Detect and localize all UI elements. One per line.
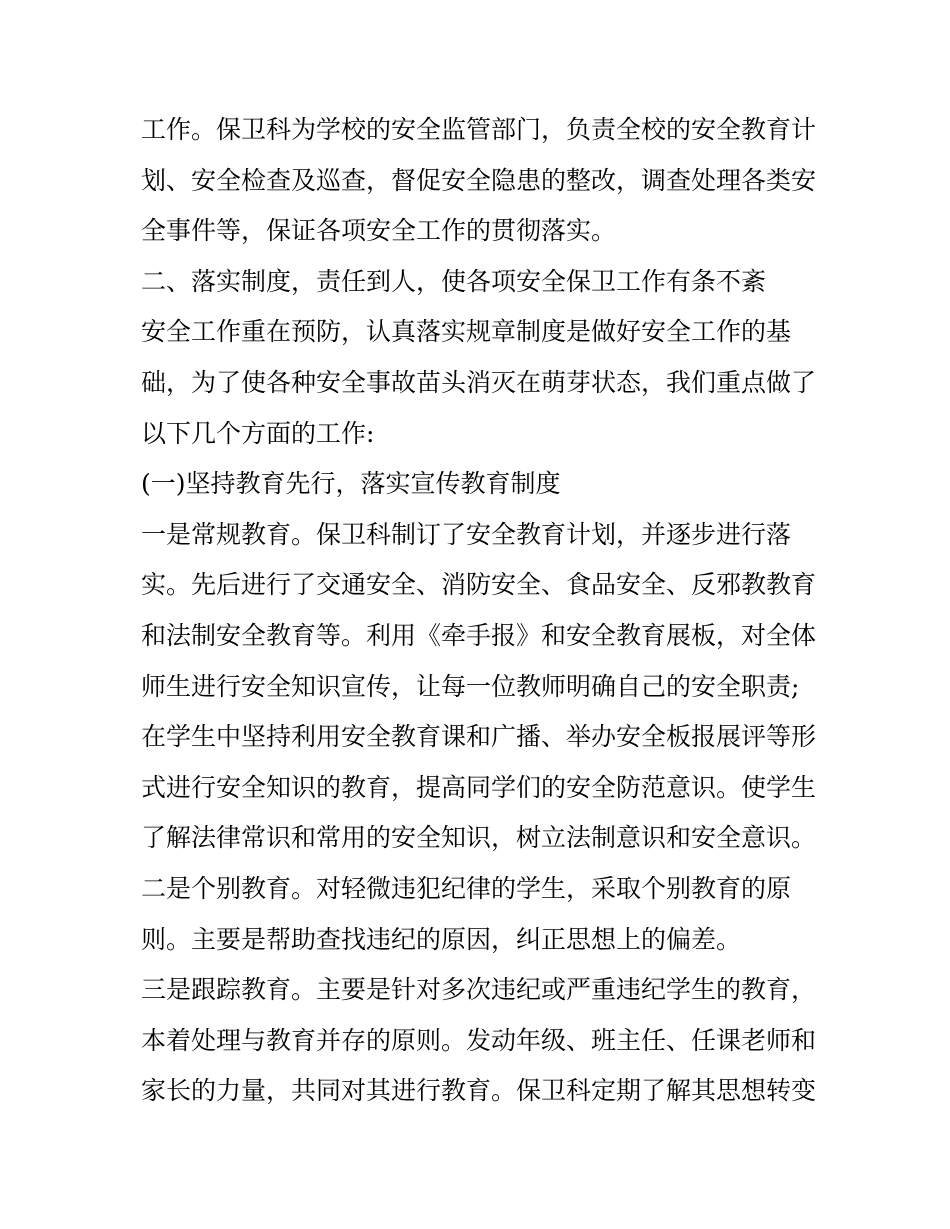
text-line: 家长的力量，共同对其进行教育。保卫科定期了解其思想转变: [141, 1076, 817, 1106]
text-line: 工作。保卫科为学校的安全监管部门，负责全校的安全教育计: [141, 115, 817, 144]
subsection-heading: (一)坚持教育先行，落实宣传教育制度: [141, 469, 561, 499]
text-line: 划、安全检查及巡查，督促安全隐患的整改，调查处理各类安: [141, 165, 817, 195]
text-line: 二是个别教育。对轻微违犯纪律的学生，采取个别教育的原: [141, 873, 792, 903]
text-line: 安全工作重在预防，认真落实规章制度是做好安全工作的基: [141, 317, 792, 347]
text-line: 础，为了使各种安全事故苗头消灭在萌芽状态，我们重点做了: [141, 367, 817, 397]
text-line: 师生进行安全知识宣传，让每一位教师明确自己的安全职责;: [141, 671, 800, 701]
text-line: 本着处理与教育并存的原则。发动年级、班主任、任课老师和: [141, 1025, 817, 1055]
text-line: 在学生中坚持利用安全教育课和广播、举办安全板报展评等形: [141, 722, 817, 752]
body-text: [141, 105, 817, 1117]
text-line: 和法制安全教育等。利用《牵手报》和安全教育展板，对全体: [141, 620, 817, 650]
text-line: 式进行安全知识的教育，提高同学们的安全防范意识。使学生: [141, 772, 817, 802]
text-line: 则。主要是帮助查找违纪的原因，纠正思想上的偏差。: [141, 924, 742, 954]
text-line: 全事件等，保证各项安全工作的贯彻落实。: [141, 216, 617, 246]
text-line: 三是跟踪教育。主要是针对多次违纪或严重违纪学生的教育，: [141, 975, 817, 1005]
section-heading: 二、落实制度，责任到人，使各项安全保卫工作有条不紊: [141, 266, 767, 296]
text-line: 一是常规教育。保卫科制订了安全教育计划，并逐步进行落: [141, 519, 792, 549]
text-line: 实。先后进行了交通安全、消防安全、食品安全、反邪教教育: [141, 570, 817, 600]
text-line: 了解法律常识和常用的安全知识，树立法制意识和安全意识。: [141, 823, 817, 853]
text-line: 以下几个方面的工作:: [141, 418, 375, 448]
